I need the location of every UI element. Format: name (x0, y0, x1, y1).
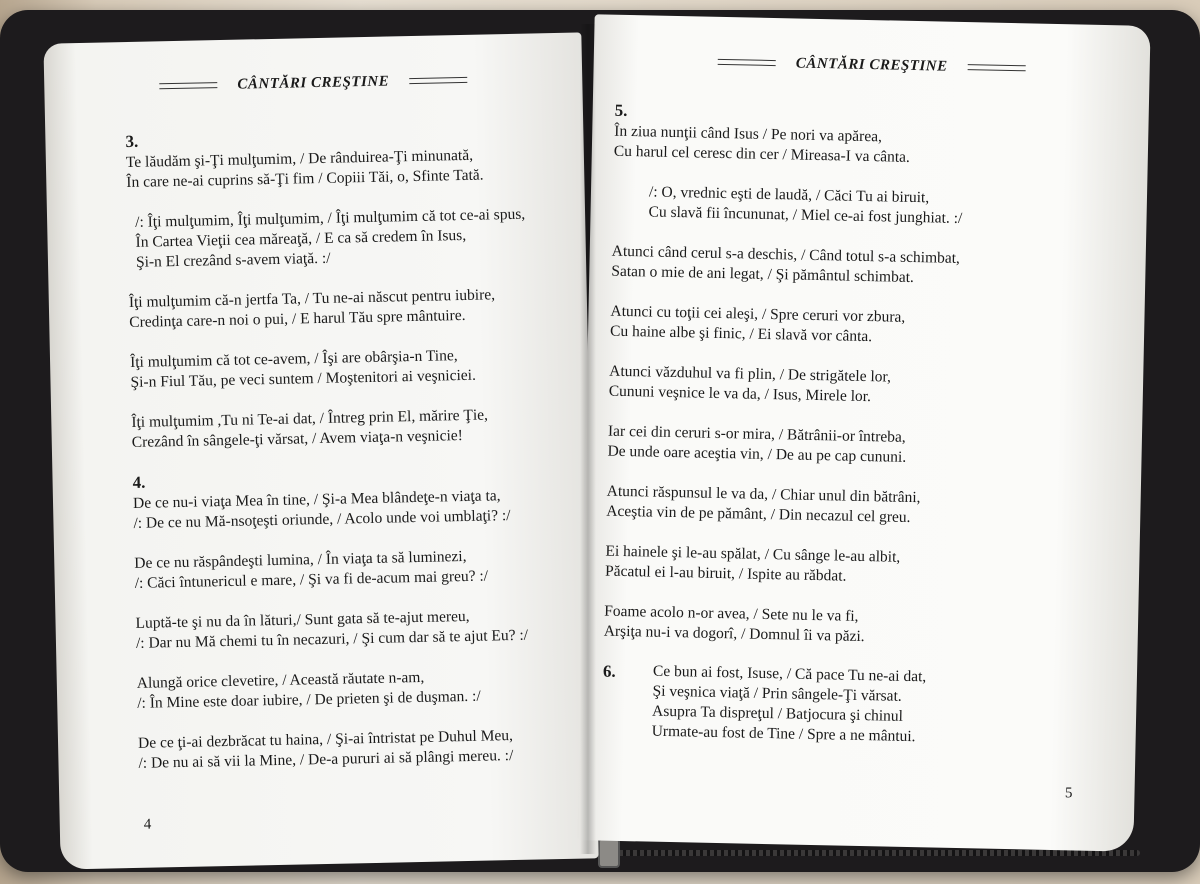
verse-line: De ce ţi-ai dezbrăcat tu haina, / Şi-ai întristat pe Duhul Meu, (137, 727, 514, 752)
verse-line: Îţi mulţumim că tot ce-avem, / Îşi are obârşia-n Tine, (129, 347, 458, 371)
verse-line: Păcatul ei l-au biruit, / Ispite au răbdat. (604, 562, 847, 585)
refrain-stanza (127, 204, 564, 273)
verse-line: Atunci văzduhul va fi plin, / De strigătele lor, (609, 362, 892, 386)
hymn-number: 6. (602, 661, 616, 681)
verse-line: Ce bun ai fost, Isuse, / Că pace Tu ne-ai dat, (652, 662, 927, 686)
stanza (611, 242, 1108, 292)
stanza (607, 422, 1104, 472)
verse-line: De unde oare aceştia vin, / De au pe cap cununi. (607, 442, 907, 466)
verse-line: Alungă orice clevetire, / Această răutate n-am, (136, 668, 425, 692)
left-page (43, 32, 598, 869)
header-rule (159, 82, 217, 89)
stanza (134, 545, 571, 594)
verse-line: Şi veşnica viaţă / Prin sângele-Ţi vărsat. (652, 682, 902, 705)
header-rule (968, 64, 1026, 71)
refrain-stanza (612, 182, 1109, 232)
hymn (602, 662, 1100, 751)
verse-line: /: Dar nu Mă chemi tu în necazuri, / Şi cum dar să te ajut Eu? :/ (135, 626, 529, 652)
page-number: 4 (143, 816, 152, 833)
page-header (593, 44, 1150, 86)
verse-line: Te lăudăm şi-Ţi mulţumim, / De rânduirea-Ţi minunată, (125, 146, 474, 172)
verse-line: Cu harul cel ceresc din cer / Mireasa-I va cânta. (613, 142, 911, 166)
stanza (130, 344, 567, 393)
verse-line: Îţi mulţumim că-n jertfa Ta, / Tu ne-ai născut pentru iubire, (128, 286, 496, 311)
verse-line: Arşiţa nu-i va dogorî, / Domnul îi va păzi. (603, 622, 865, 646)
page-content (125, 123, 575, 794)
stanza (602, 661, 1100, 751)
stanza (606, 482, 1103, 532)
stanza (610, 302, 1107, 352)
header-title: CÂNTĂRI CREŞTINE (237, 72, 390, 93)
verse-line: /: În Mine este doar iubire, / De prieten şi de duşman. :/ (137, 687, 481, 712)
verse-line: Şi-n El crezând s-avem viaţă. :/ (135, 249, 331, 271)
verse-line: Satan o mie de ani legat, / Şi pământul schimbat. (611, 262, 915, 287)
verse-line: Şi-n Fiul Tău, pe veci suntem / Moştenitori ai veşniciei. (130, 366, 477, 391)
verse-line: Aceştia vin de pe pământ, / Din necazul cel greu. (606, 502, 911, 526)
verse-line: Cu haine albe şi finic, / Ei slavă vor cânta. (609, 322, 873, 346)
verse-line: Credinţa care-n noi o pui, / E harul Tău spre mântuire. (129, 306, 466, 331)
verse-line: /: Îţi mulţumim, Îţi mulţumim, / Îţi mulţumim că tot ce-ai spus, (134, 205, 526, 231)
page-number: 5 (1064, 785, 1073, 802)
hymn (132, 464, 574, 774)
verse-line: În ziua nunţii când Isus / Pe nori va apărea, (614, 122, 883, 146)
page-header (44, 62, 583, 103)
verse-line: Cu slavă fii încununat, / Miel ce-ai fost junghiat. :/ (648, 203, 963, 228)
verse-line: De ce nu-i viaţa Mea în tine, / Şi-a Mea blândeţe-n viaţa ta, (132, 487, 501, 512)
header-rule (409, 77, 467, 84)
stanza (604, 602, 1101, 652)
zipper-pull[interactable] (598, 838, 620, 868)
verse-line: De ce nu răspândeşti lumina, / În viaţa ta să luminezi, (134, 547, 467, 572)
verse-line: Luptă-te şi nu da în lături,/ Sunt gata să te-ajut mereu, (135, 607, 470, 632)
verse-line: Cununi veşnice le va da, / Isus, Mirele lor. (608, 382, 872, 406)
header-title: CÂNTĂRI CREŞTINE (795, 54, 948, 75)
hymn (604, 101, 1111, 652)
verse-line: /: Căci întunericul e mare, / Şi va fi de-acum mai greu? :/ (134, 567, 489, 592)
verse-line: Urmate-au fost de Tine / Spre a ne mântui. (651, 722, 916, 746)
verse-line: /: De ce nu Mă-nsoţeşti oriunde, / Acolo unde voi umblaţi? :/ (133, 507, 511, 532)
stanza (133, 485, 570, 534)
stanza (138, 725, 575, 774)
verse-line: Foame acolo n-or avea, / Sete nu le va fi, (604, 602, 859, 625)
stanza (137, 665, 574, 714)
hymn (125, 123, 568, 453)
verse-line: În Cartea Vieţii cea măreaţă, / E ca să credem în Isus, (135, 226, 467, 251)
right-page (577, 14, 1150, 851)
verse-line: Atunci cu toţii cei aleşi, / Spre ceruri vor zbura, (610, 302, 906, 326)
verse-line: Îţi mulţumim ,Tu ni Te-ai dat, / Întreg prin El, mărire Ţie, (131, 406, 489, 431)
stanza (609, 362, 1106, 412)
verse-line: Ei hainele şi le-au spălat, / Cu sânge le-au albit, (605, 542, 901, 566)
stanza (126, 144, 563, 193)
book-gutter (580, 24, 596, 854)
verse-line: /: De nu ai să vii la Mine, / De-a pururi ai să plângi mereu. :/ (138, 747, 514, 772)
page-content (601, 101, 1111, 771)
verse-line: /: O, vrednic eşti de laudă, / Căci Tu ai biruit, (648, 183, 930, 207)
verse-line: Iar cei din ceruri s-or mira, / Bătrânii-or întreba, (607, 422, 906, 446)
verse-line: Asupra Ta dispreţul / Batjocura şi chinul (651, 702, 904, 725)
hymn-number: 4. (132, 472, 146, 492)
stanza (129, 284, 566, 333)
hymn-number: 3. (125, 131, 139, 152)
header-rule (718, 59, 776, 66)
verse-line: În care ne-ai cuprins să-Ţi fim / Copiii Tăi, o, Sfinte Tată. (126, 166, 484, 192)
stanza (135, 605, 572, 654)
verse-line: Atunci răspunsul le va da, / Chiar unul din bătrâni, (606, 482, 921, 507)
stanza (131, 404, 568, 453)
verse-line: Atunci când cerul s-a deschis, / Când totul s-a schimbat, (611, 242, 961, 267)
stanza (605, 542, 1102, 592)
hymn-number: 5. (614, 100, 628, 120)
verse-line: Crezând în sângele-ţi vărsat, / Avem viaţa-n veşnicie! (131, 427, 464, 451)
